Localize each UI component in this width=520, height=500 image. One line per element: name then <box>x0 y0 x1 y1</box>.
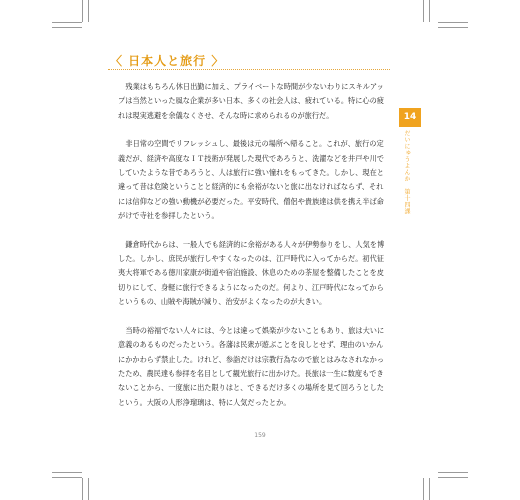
crop-mark-bottom-right-v <box>423 478 424 500</box>
crop-mark-top-left-h <box>52 22 82 23</box>
crop-mark-bottom-left-h2 <box>52 477 82 478</box>
crop-mark-top-right-v2 <box>429 0 430 22</box>
crop-mark-top-left-h2 <box>52 27 82 28</box>
crop-mark-top-right-h2 <box>438 27 468 28</box>
paragraph-1: 残業はもちろん休日出勤に加え、プライベートな時間が少ないわりにスキルアップは当然といった風な企業が多い日本、多くの社会人は、疲れている。特に心の疲れは現実逃避を余儀なくさせ、そんな時に求められるのが旅行だ。 <box>118 82 384 120</box>
crop-mark-bottom-left-h <box>52 472 82 473</box>
crop-mark-bottom-right-h2 <box>438 477 468 478</box>
body-text <box>118 80 386 424</box>
paragraph-3: 鎌倉時代からは、一般人でも経済的に余裕がある人々が伊勢参りをし、人気を博した。しかし、庶民が旅行しやすくなったのは、江戸時代に入ってからだ。初代征夷大将軍である徳川家康が街道や宿泊施設、休息のための茶屋を整備したことを皮切りにして、身軽に旅行できるようになったのだ。何より、江戸時代になってからというもの、山賊や海賊が減り、治安がよくなったのが大きい。 <box>118 239 385 307</box>
paragraph-4: 当時の裕福でない人々には、今とは違って娯楽が少ないこともあり、旅は大いに意義のあるものだったという。各藩は民衆が遊ぶことを良しとせず、理由のいかんにかかわらず禁止した。けれど、参詣だけは宗教行為なので旅とはみなされなかったため、農民達も参拝を名目として観光旅行に出かけた。長旅は一生に数度もできないことから、一度旅に出た限りはと、できるだけ多くの場所を見て回ろうとしたという。大阪の人形浄瑠璃は、特に人気だったとか。 <box>118 325 385 407</box>
lesson-label: だいにゅうよんか 第十四課 <box>403 130 410 215</box>
crop-mark-bottom-left-v <box>82 478 83 500</box>
title-divider <box>108 69 390 70</box>
crop-mark-bottom-right-v2 <box>429 478 430 500</box>
crop-mark-bottom-right-h <box>438 472 468 473</box>
page-number: 159 <box>254 432 266 439</box>
crop-mark-bottom-left-v2 <box>88 478 89 500</box>
lesson-number-tab: 14 <box>399 108 421 127</box>
section-title: 〈 日本人と旅行 〉 <box>110 54 225 68</box>
crop-mark-top-right-v <box>423 0 424 22</box>
crop-mark-top-left-v <box>82 0 83 22</box>
crop-mark-top-left-v2 <box>88 0 89 22</box>
crop-mark-top-right-h <box>438 22 468 23</box>
paragraph-2: 非日常の空間でリフレッシュし、最後は元の場所へ帰ること。これが、旅行の定義だが、経済や高度なＩＴ技術が発展した現代であろうと、洗濯などを井戸や川でしていたような昔であろうと、人は旅行に強い憧れをもってきた。しかし、現在と違って昔は危険ということと経済的にも余裕がないと旅に出なければならず、それには信仰などの強い動機が必要だった。平安時代、僧侶や貴族達は供を携え半ば命がけで寺社を参拝したという。 <box>118 139 384 221</box>
